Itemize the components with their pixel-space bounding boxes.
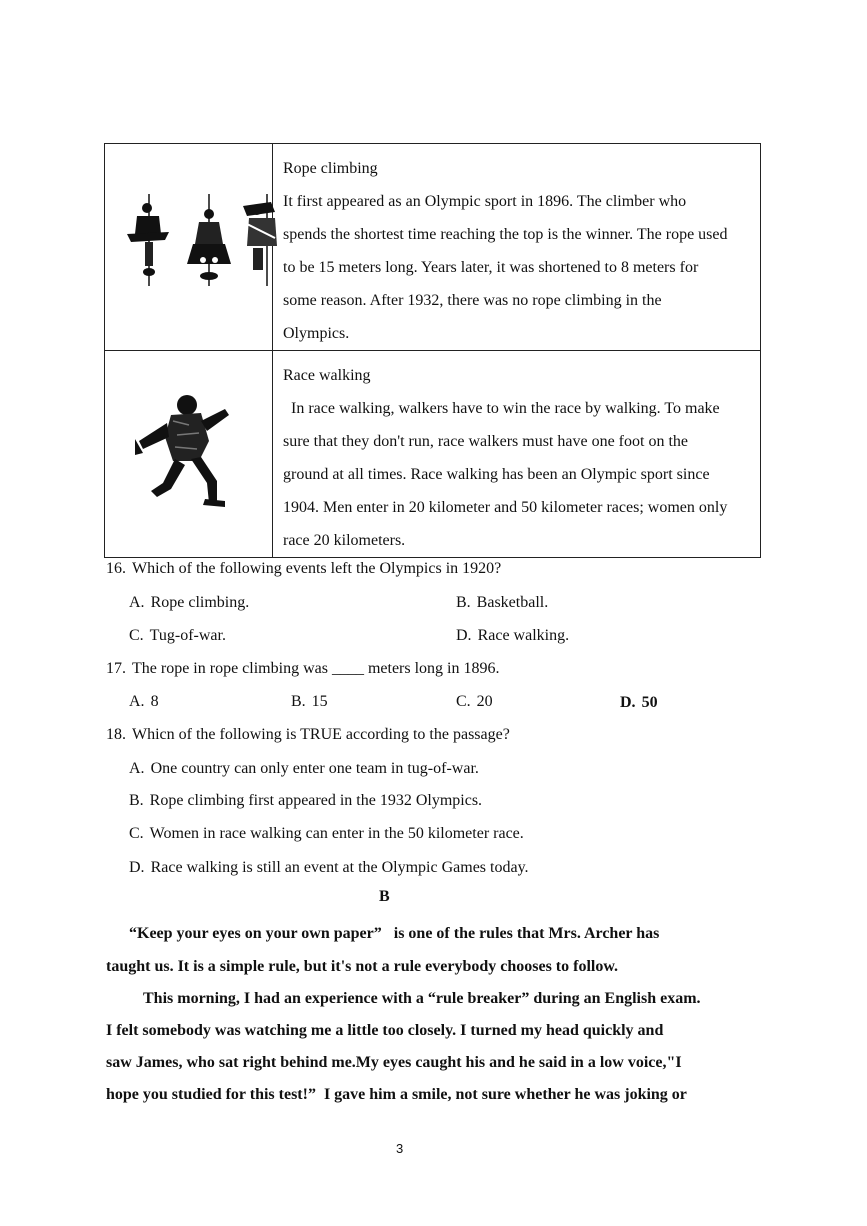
- event-line: 1904. Men enter in 20 kilometer and 50 kilometer races; women only: [283, 499, 728, 516]
- option-letter: C.: [129, 825, 144, 842]
- question-16: [106, 560, 501, 578]
- option-letter: A.: [129, 693, 145, 710]
- option-text: 20: [476, 693, 493, 710]
- event-line: race 20 kilometers.: [283, 532, 406, 549]
- olympic-events-table: [104, 143, 761, 558]
- option-letter: B.: [456, 594, 471, 611]
- option-letter: D.: [456, 627, 472, 644]
- page-number: 3: [396, 1141, 404, 1156]
- option-letter: D.: [129, 859, 145, 876]
- event-line: It first appeared as an Olympic sport in 1896. The climber who: [283, 193, 687, 210]
- option-18-b[interactable]: [129, 792, 482, 810]
- event-line: sure that they don't run, race walkers must have one foot on the: [283, 433, 688, 450]
- option-18-c[interactable]: [129, 825, 524, 843]
- option-18-d[interactable]: [129, 859, 529, 877]
- rope-climbers-illustration: [105, 144, 272, 347]
- event-line: In race walking, walkers have to win the race by walking. To make: [283, 400, 720, 417]
- option-17-b[interactable]: [291, 693, 328, 711]
- option-letter: B.: [291, 693, 306, 710]
- option-16-a[interactable]: [129, 594, 249, 612]
- passage-line: saw James, who sat right behind me.My eyes caught his and he said in a low voice,"I: [106, 1054, 682, 1071]
- option-text: Basketball.: [476, 594, 549, 611]
- option-17-a[interactable]: [129, 693, 159, 711]
- option-letter: D.: [620, 694, 636, 711]
- event-image-cell: [105, 351, 273, 558]
- option-letter: A.: [129, 594, 145, 611]
- event-row-rope-climbing: [105, 144, 761, 351]
- question-18: [106, 726, 510, 744]
- option-letter: C.: [456, 693, 471, 710]
- question-17: [106, 660, 499, 678]
- option-text: Women in race walking can enter in the 50 kilometer race.: [149, 825, 524, 842]
- rope-climbers-icon: [119, 194, 279, 314]
- question-text: Which of the following events left the Olympics in 1920?: [132, 560, 502, 577]
- option-text: One country can only enter one team in tug-of-war.: [150, 760, 479, 777]
- option-text: 8: [150, 693, 159, 710]
- question-number: 17.: [106, 660, 126, 677]
- option-letter: B.: [129, 792, 144, 809]
- event-image-cell: [105, 144, 273, 351]
- question-text: The rope in rope climbing was ____ meters long in 1896.: [132, 660, 500, 677]
- option-16-c[interactable]: [129, 627, 226, 645]
- option-text: 15: [311, 693, 328, 710]
- option-17-d[interactable]: [620, 694, 658, 712]
- option-text: Race walking.: [477, 627, 570, 644]
- passage-line: taught us. It is a simple rule, but it's not a rule everybody chooses to follow.: [106, 958, 619, 975]
- option-18-a[interactable]: [129, 760, 479, 778]
- event-line: some reason. After 1932, there was no rope climbing in the: [283, 292, 662, 309]
- question-text: Whicn of the following is TRUE according to the passage?: [132, 726, 510, 743]
- event-line: spends the shortest time reaching the top is the winner. The rope used: [283, 226, 728, 243]
- event-text-cell: [273, 351, 761, 558]
- option-16-b[interactable]: [456, 594, 548, 612]
- passage-line: This morning, I had an experience with a “rule breaker” during an English exam.: [143, 990, 701, 1007]
- option-text: Tug-of-war.: [149, 627, 226, 644]
- race-walker-icon: [129, 391, 239, 511]
- option-16-d[interactable]: [456, 627, 569, 645]
- passage-line: I felt somebody was watching me a little too closely. I turned my head quickly and: [106, 1022, 664, 1039]
- event-title: Race walking: [283, 367, 371, 384]
- event-row-race-walking: [105, 351, 761, 558]
- passage-line: “Keep your eyes on your own paper” is one of the rules that Mrs. Archer has: [129, 925, 660, 942]
- event-line: to be 15 meters long. Years later, it was shortened to 8 meters for: [283, 259, 699, 276]
- event-line: ground at all times. Race walking has been an Olympic sport since: [283, 466, 710, 483]
- option-letter: A.: [129, 760, 145, 777]
- option-17-c[interactable]: [456, 693, 493, 711]
- option-text: Race walking is still an event at the Olympic Games today.: [150, 859, 529, 876]
- event-line: Olympics.: [283, 325, 350, 342]
- option-text: 50: [641, 694, 658, 711]
- race-walker-illustration: [105, 351, 272, 554]
- passage-line: hope you studied for this test!” I gave him a smile, not sure whether he was joking or: [106, 1086, 687, 1103]
- event-title: Rope climbing: [283, 160, 378, 177]
- question-number: 18.: [106, 726, 126, 743]
- option-text: Rope climbing.: [150, 594, 250, 611]
- event-text-cell: [273, 144, 761, 351]
- question-number: 16.: [106, 560, 126, 577]
- section-heading-b: B: [379, 888, 390, 905]
- option-text: Rope climbing first appeared in the 1932 Olympics.: [149, 792, 483, 809]
- option-letter: C.: [129, 627, 144, 644]
